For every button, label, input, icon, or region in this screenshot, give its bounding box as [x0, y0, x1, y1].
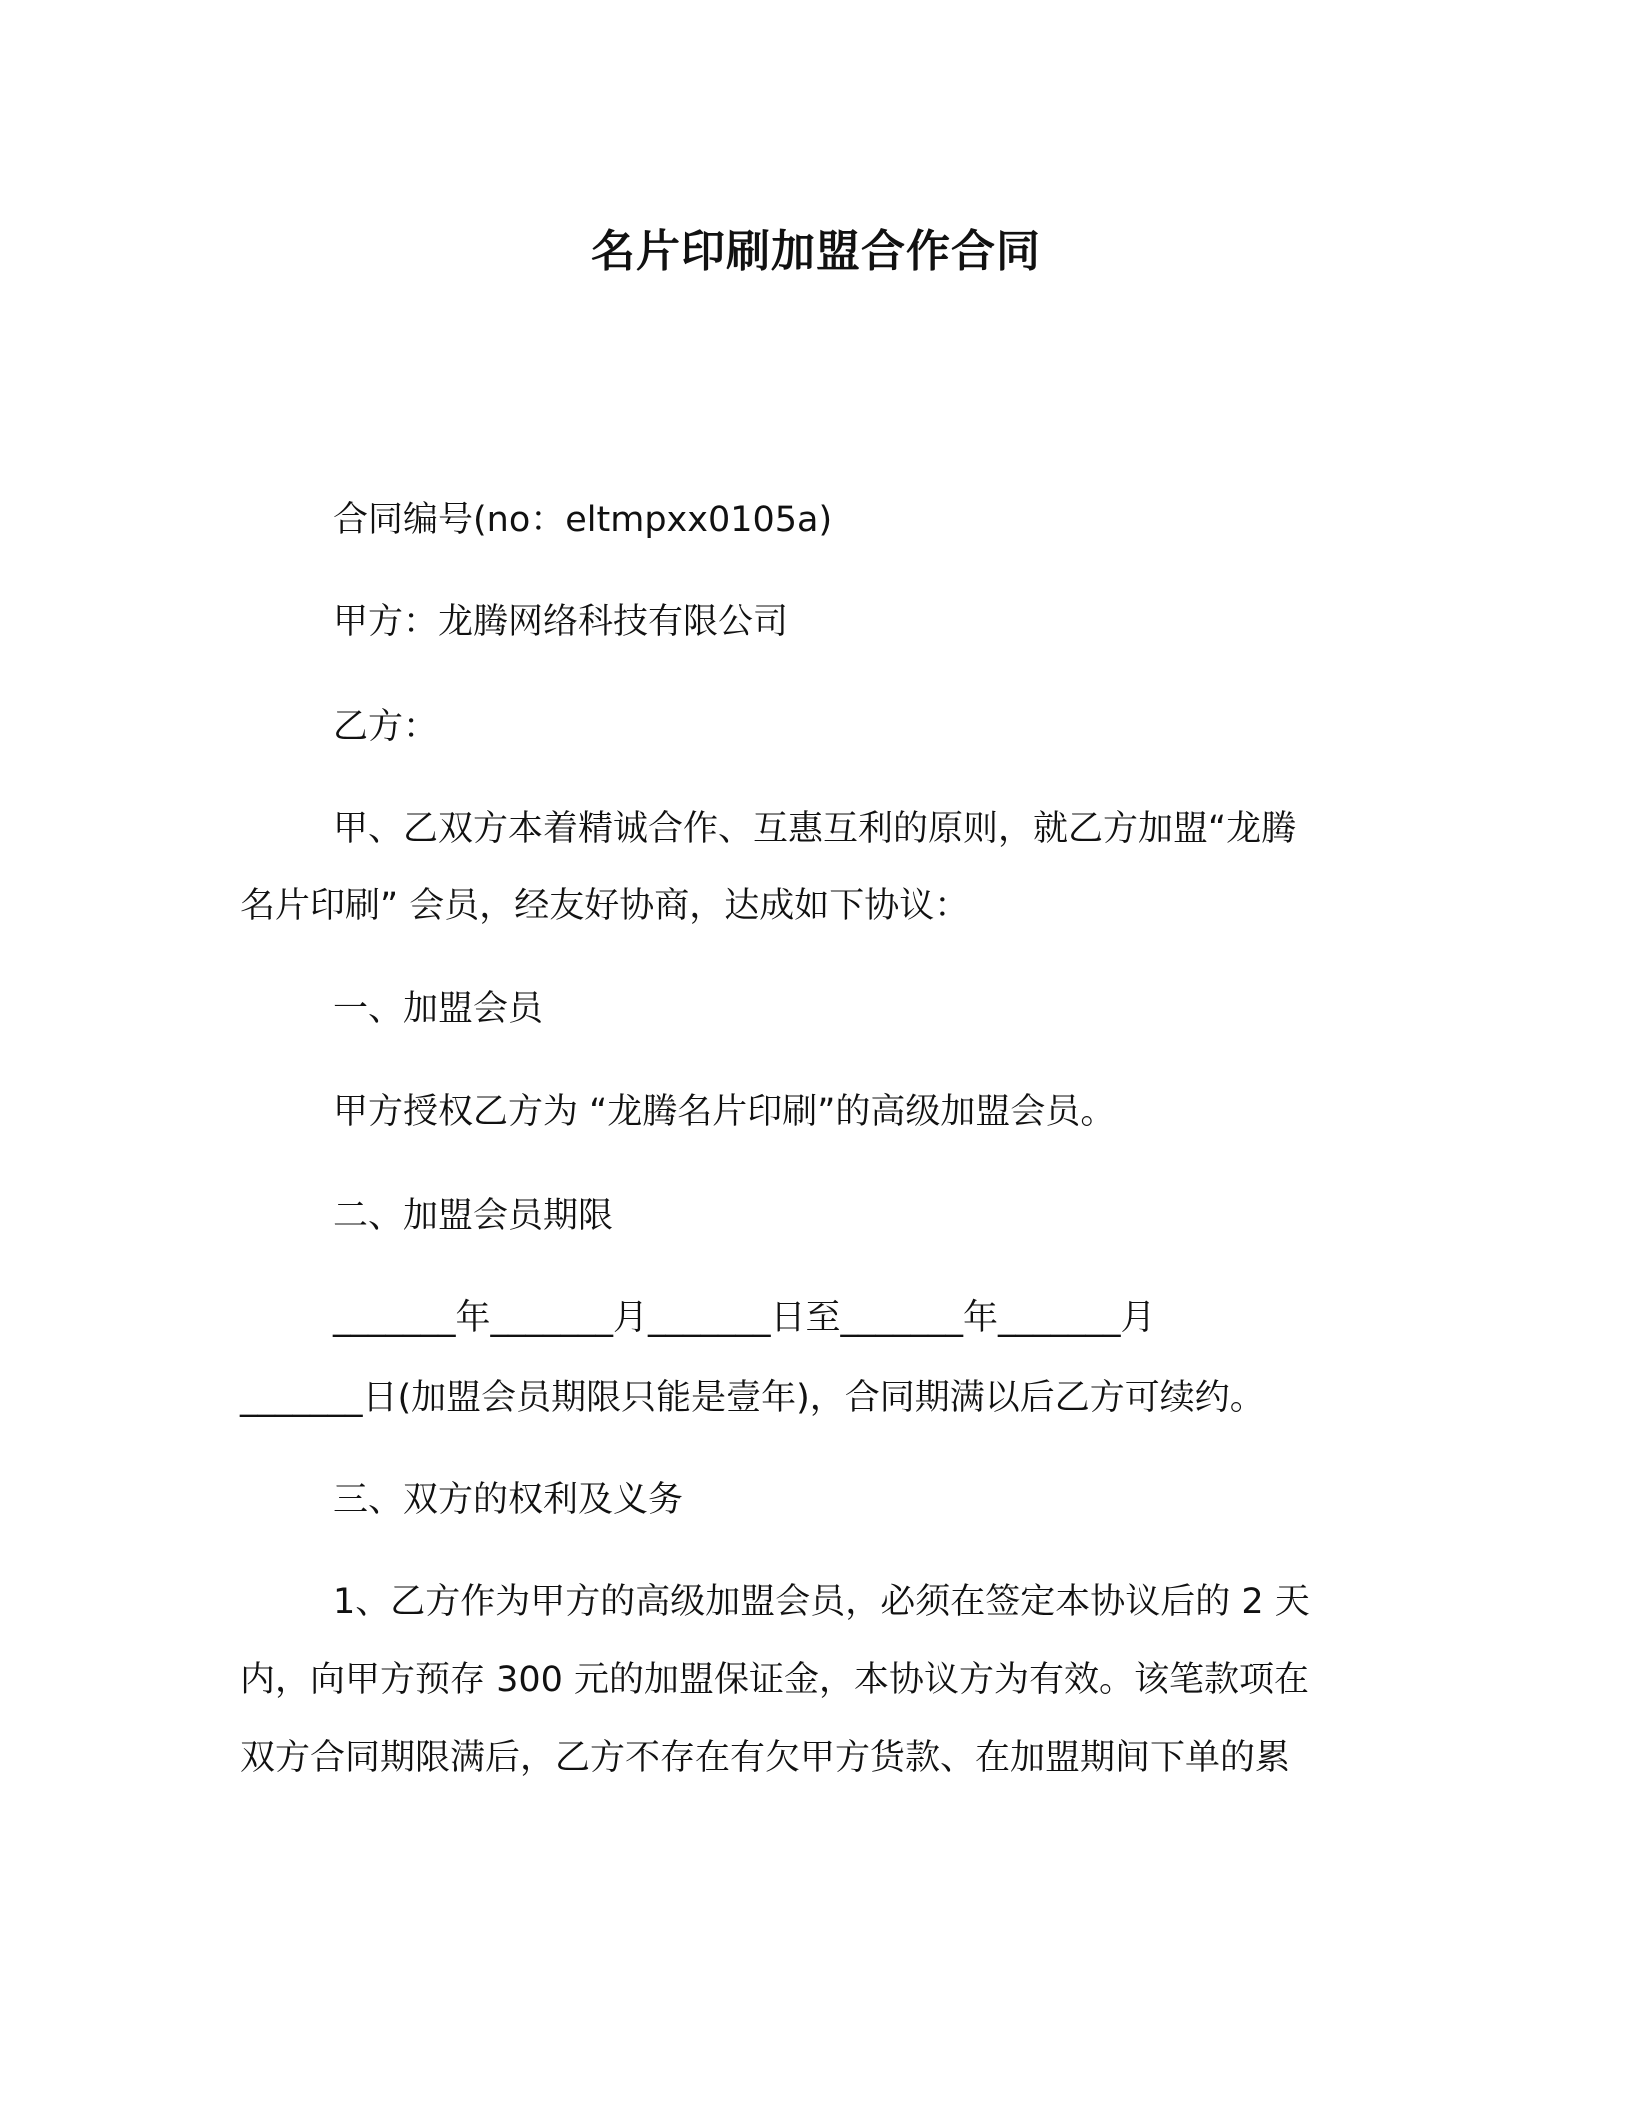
- section2-term-line-1: _______年_______月_______日至_______年_______月: [333, 1298, 1156, 1338]
- section3-clause1-line-1: 1、乙方作为甲方的高级加盟会员，必须在签定本协议后的 2 天: [333, 1582, 1310, 1622]
- preamble-line-2: 名片印刷” 会员，经友好协商，达成如下协议：: [240, 886, 970, 926]
- contract-number: 合同编号(no：eltmpxx0105a): [333, 500, 833, 540]
- preamble-line-1: 甲、乙双方本着精诚合作、互惠互利的原则，就乙方加盟“龙腾: [333, 809, 1297, 849]
- party-a: 甲方：龙腾网络科技有限公司: [333, 602, 789, 642]
- document-title: 名片印刷加盟合作合同: [591, 226, 1041, 277]
- section3-clause1-line-2: 内，向甲方预存 300 元的加盟保证金，本协议方为有效。该笔款项在: [240, 1660, 1310, 1700]
- section3-heading: 三、双方的权利及义务: [333, 1480, 684, 1520]
- section2-heading: 二、加盟会员期限: [333, 1196, 614, 1236]
- party-b: 乙方：: [333, 707, 439, 747]
- section2-term-line-2: _______日(加盟会员期限只能是壹年)，合同期满以后乙方可续约。: [240, 1378, 1265, 1418]
- section1-body: 甲方授权乙方为 “龙腾名片印刷”的高级加盟会员。: [333, 1092, 1116, 1132]
- section3-clause1-line-3: 双方合同期限满后，乙方不存在有欠甲方货款、在加盟期间下单的累: [240, 1738, 1291, 1778]
- section1-heading: 一、加盟会员: [333, 989, 544, 1029]
